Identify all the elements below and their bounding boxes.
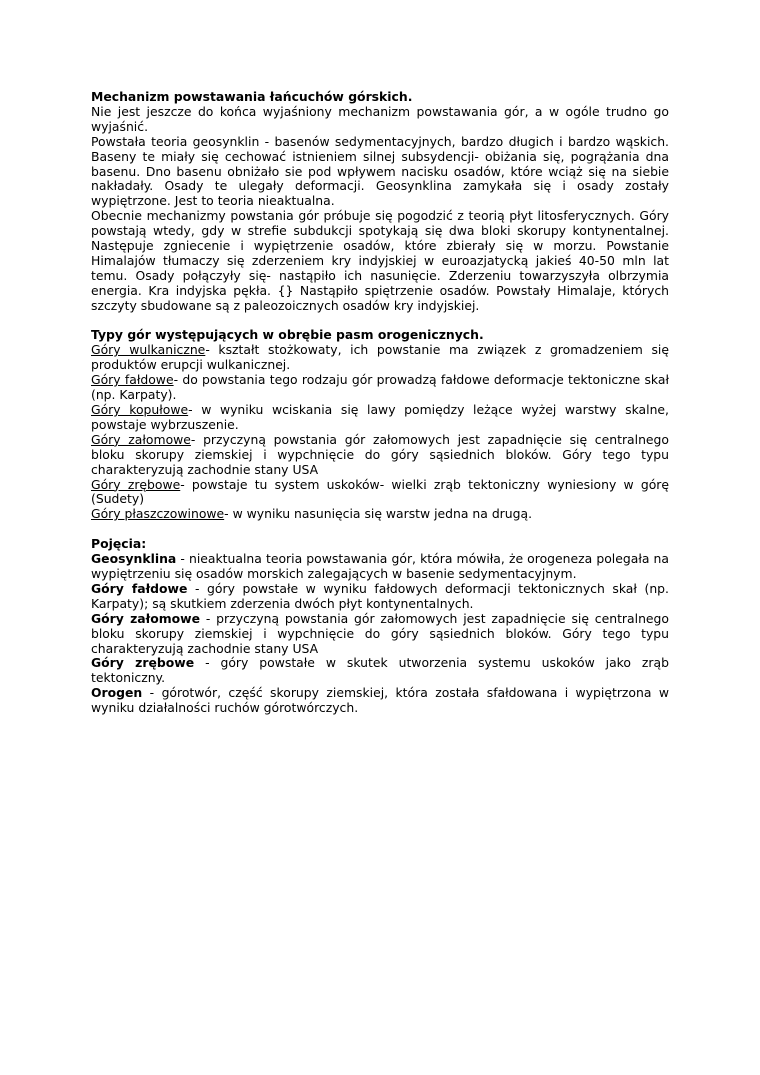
- term-description: - do powstania tego rodzaju gór prowadzą fałdowe deformacje tektoniczne skał (np. Karpaty).: [91, 372, 669, 403]
- paragraph-intro: Nie jest jeszcze do końca wyjaśniony mechanizm powstawania gór, a w ogóle trudno go wyjaśnić.: [91, 103, 669, 134]
- list-item-mountain-type: [91, 373, 669, 403]
- term-label: Góry płaszczowinowe: [91, 506, 225, 522]
- term-description: - kształt stożkowaty, ich powstanie ma związek z gromadzeniem się produktów erupcji wulkanicznej.: [91, 342, 669, 373]
- definition-term: Góry fałdowe: [91, 580, 188, 596]
- term-description: - w wyniku nasunięcia się warstw jedna na drugą.: [224, 506, 533, 522]
- term-description: - powstaje tu system uskoków- wielki zrąb tektoniczny wyniesiony w górę (Sudety): [91, 476, 669, 507]
- document-page: [91, 90, 669, 716]
- definition-text: - górotwór, część skorupy ziemskiej, która została sfałdowana i wypiętrzona w wyniku działalności ruchów górotwórczych.: [91, 685, 669, 716]
- term-label: Góry wulkaniczne: [91, 342, 206, 358]
- list-item-mountain-type: [91, 478, 669, 508]
- definition-text: - nieaktualna teoria powstawania gór, która mówiła, że orogeneza polegała na wypiętrzeniu się osadów morskich zalegających w basenie sedymentacyjnym.: [91, 551, 669, 581]
- definition-term: Geosynklina: [91, 551, 177, 567]
- term-label: Góry fałdowe: [91, 372, 174, 388]
- list-item-mountain-type: [91, 343, 669, 373]
- spacer: [91, 314, 669, 329]
- section-title-typy-gor: Typy gór występujących w obrębie pasm orogenicznych.: [91, 327, 484, 343]
- definition-term: Orogen: [91, 685, 143, 701]
- definition-item: [91, 686, 669, 716]
- list-item-mountain-type: [91, 433, 669, 478]
- definition-text: - góry powstałe w wyniku fałdowych deformacji tektonicznych skał (np. Karpaty); są skutkiem zderzenia dwóch płyt kontynentalnych.: [91, 580, 669, 611]
- section-title-mechanizm: Mechanizm powstawania łańcuchów górskich.: [91, 89, 413, 104]
- term-label: Góry załomowe: [91, 431, 191, 447]
- paragraph-geosynklin: Powstała teoria geosynklin - basenów sedymentacyjnych, bardzo długich i bardzo wąskich. Baseny te miały się cechować istnieniem silnej subsydencji- obiżania się, pogrążania dna basenu. Dno basenu obniżało sie pod wpływem nacisku osadów, które wciąż się na siebie nakładały. Osady te ulegały deformacji. Geosynklina zamykała się i osady zostały wypiętrzone. Jest to teoria nieaktualna.: [91, 133, 669, 209]
- definition-item: [91, 612, 669, 657]
- term-label: Góry kopułowe: [91, 402, 189, 418]
- section-title-pojecia: Pojęcia:: [91, 536, 147, 552]
- spacer: [91, 522, 669, 537]
- paragraph-plate-tectonics: Obecnie mechanizmy powstania gór próbuje się pogodzić z teorią płyt litosferycznych. Góry powstają wtedy, gdy w strefie subdukcji spotykają się dwa bloki skorupy kontynentalnej. Następuje zgniecenie i wypiętrzenie osadów, które zbierały się w morzu. Powstanie Himalajów tłumaczy się zderzeniem kry indyjskiej w euroazjatycką jakieś 40-50 mln lat temu. Osady połączyły się- nastąpiło ich nasunięcie. Zderzeniu towarzyszyła olbrzymia energia. Kra indyjska pękła. {} Nastąpiło spiętrzenie osadów. Powstały Himalaje, których szczyty sbudowane są z paleozoicznych osadów kry indyjskiej.: [91, 208, 669, 313]
- definition-text: - przyczyną powstania gór załomowych jest zapadnięcie się centralnego bloku skorupy ziemskiej i wypchnięcie do góry sąsiednich bloków. Góry tego typu charakteryzują zachodnie stany USA: [91, 610, 669, 656]
- definition-term: Góry zrębowe: [91, 655, 195, 671]
- definition-text: - góry powstałe w skutek utworzenia systemu uskoków jako zrąb tektoniczny.: [91, 655, 669, 686]
- list-item-mountain-type: [91, 507, 669, 522]
- term-label: Góry zrębowe: [91, 476, 181, 492]
- term-description: - przyczyną powstania gór załomowych jest zapadnięcie się centralnego bloku skorupy ziemskiej i wypchnięcie do góry sąsiednich bloków. Góry tego typu charakteryzują zachodnie stany USA: [91, 431, 669, 477]
- definition-item: [91, 582, 669, 612]
- list-item-mountain-type: [91, 403, 669, 433]
- definition-item: [91, 656, 669, 686]
- definition-item: [91, 552, 669, 582]
- definition-term: Góry załomowe: [91, 610, 201, 626]
- term-description: - w wyniku wciskania się lawy pomiędzy leżące wyżej warstwy skalne, powstaje wybrzuszenie.: [91, 402, 669, 432]
